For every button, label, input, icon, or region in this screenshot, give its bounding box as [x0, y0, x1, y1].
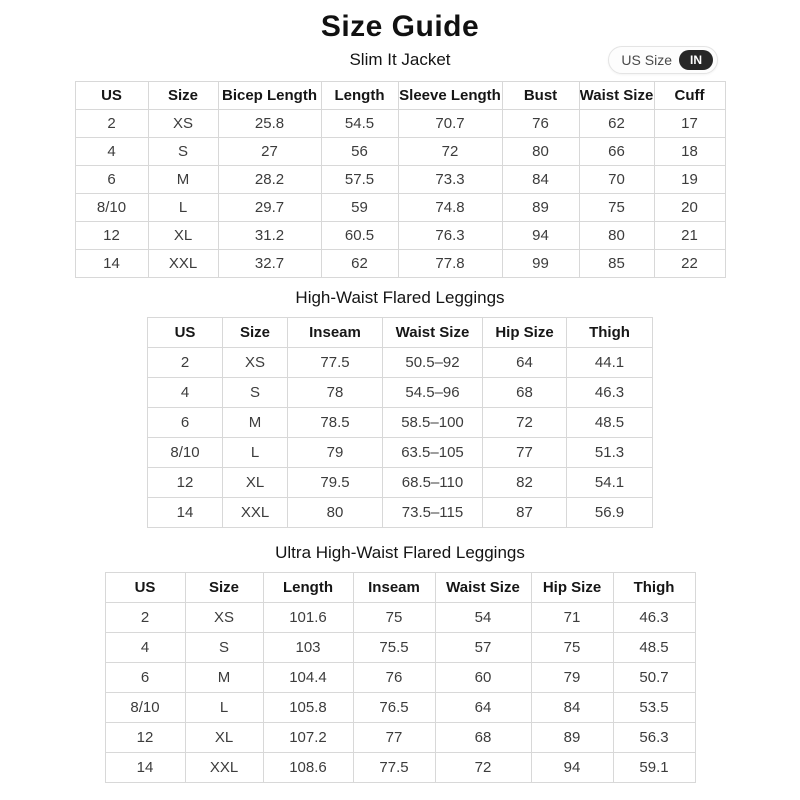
table-cell: 94: [502, 222, 579, 250]
table-cell: 76.3: [398, 222, 502, 250]
table-cell: 56: [321, 138, 398, 166]
table-cell: S: [148, 138, 218, 166]
table-row: [75, 138, 725, 166]
table-cell: 79: [288, 438, 383, 468]
section-title-high-waist-flared-leggings: High-Waist Flared Leggings: [295, 288, 505, 307]
table-cell: 101.6: [263, 603, 353, 633]
column-header: Hip Size: [483, 318, 567, 348]
table-cell: 19: [654, 166, 725, 194]
table-cell: 74.8: [398, 194, 502, 222]
header-row: [75, 82, 725, 110]
table-cell: 8/10: [75, 194, 148, 222]
table-cell: 68: [435, 723, 531, 753]
table-cell: XL: [185, 723, 263, 753]
table-cell: 4: [75, 138, 148, 166]
table-row: [105, 663, 695, 693]
table-cell: 6: [105, 663, 185, 693]
table-cell: 76.5: [353, 693, 435, 723]
table-cell: 103: [263, 633, 353, 663]
table-cell: 77: [483, 438, 567, 468]
table-cell: 82: [483, 468, 567, 498]
table-cell: 75: [579, 194, 654, 222]
column-header: Hip Size: [531, 573, 613, 603]
column-header: Size: [223, 318, 288, 348]
table-cell: S: [185, 633, 263, 663]
table-row: [75, 110, 725, 138]
table-cell: 87: [483, 498, 567, 528]
table-cell: XXL: [185, 753, 263, 783]
column-header: Sleeve Length: [398, 82, 502, 110]
table-cell: 59: [321, 194, 398, 222]
column-header: Inseam: [288, 318, 383, 348]
table-cell: 58.5–100: [383, 408, 483, 438]
table-cell: S: [223, 378, 288, 408]
table-cell: 14: [105, 753, 185, 783]
table-cell: 54.5–96: [383, 378, 483, 408]
table-cell: 89: [502, 194, 579, 222]
table-cell: 46.3: [613, 603, 695, 633]
table-cell: XS: [223, 348, 288, 378]
table-cell: 50.7: [613, 663, 695, 693]
size-table-slim-it-jacket: [75, 81, 726, 278]
table-cell: 104.4: [263, 663, 353, 693]
table-cell: 8/10: [148, 438, 223, 468]
table-cell: 77: [353, 723, 435, 753]
table-cell: L: [223, 438, 288, 468]
table-row: [148, 468, 653, 498]
table-cell: 77.5: [353, 753, 435, 783]
table-row: [105, 753, 695, 783]
table-cell: 70.7: [398, 110, 502, 138]
table-cell: 29.7: [218, 194, 321, 222]
table-cell: 20: [654, 194, 725, 222]
section-title-slim-it-jacket: Slim It Jacket: [349, 50, 451, 69]
table-cell: 62: [321, 250, 398, 278]
table-cell: 2: [105, 603, 185, 633]
table-cell: 80: [579, 222, 654, 250]
table-cell: 14: [75, 250, 148, 278]
column-header: Inseam: [353, 573, 435, 603]
table-cell: M: [223, 408, 288, 438]
table-cell: 84: [531, 693, 613, 723]
column-header: Waist Size: [435, 573, 531, 603]
table-cell: 76: [502, 110, 579, 138]
header-row: [105, 573, 695, 603]
table-cell: 75.5: [353, 633, 435, 663]
table-cell: 64: [483, 348, 567, 378]
size-table-high-waist-flared-leggings: [147, 317, 653, 528]
table-cell: 70: [579, 166, 654, 194]
table-cell: 22: [654, 250, 725, 278]
table-cell: 53.5: [613, 693, 695, 723]
table-cell: XS: [148, 110, 218, 138]
table-cell: 32.7: [218, 250, 321, 278]
table-cell: 72: [398, 138, 502, 166]
table-cell: 78: [288, 378, 383, 408]
table-cell: 54.1: [567, 468, 653, 498]
table-cell: 57.5: [321, 166, 398, 194]
table-cell: 73.5–115: [383, 498, 483, 528]
table-cell: 75: [531, 633, 613, 663]
column-header: Bicep Length: [218, 82, 321, 110]
table-cell: 14: [148, 498, 223, 528]
table-cell: 68.5–110: [383, 468, 483, 498]
table-row: [105, 693, 695, 723]
table-cell: L: [148, 194, 218, 222]
table-cell: XXL: [223, 498, 288, 528]
table-cell: 76: [353, 663, 435, 693]
table-cell: 12: [148, 468, 223, 498]
section-slim-it-jacket: [0, 50, 800, 278]
table-row: [148, 408, 653, 438]
table-cell: 12: [75, 222, 148, 250]
table-row: [105, 603, 695, 633]
column-header: Size: [185, 573, 263, 603]
column-header: US: [148, 318, 223, 348]
table-cell: 66: [579, 138, 654, 166]
table-cell: 31.2: [218, 222, 321, 250]
size-table-ultra-high-waist-flared-leggings: [105, 572, 696, 783]
table-cell: 80: [288, 498, 383, 528]
table-cell: 8/10: [105, 693, 185, 723]
column-header: Length: [321, 82, 398, 110]
table-cell: 108.6: [263, 753, 353, 783]
table-cell: 105.8: [263, 693, 353, 723]
table-row: [148, 438, 653, 468]
table-row: [148, 348, 653, 378]
table-cell: 57: [435, 633, 531, 663]
table-row: [105, 723, 695, 753]
table-cell: 46.3: [567, 378, 653, 408]
table-cell: XL: [223, 468, 288, 498]
column-header: Bust: [502, 82, 579, 110]
table-cell: 71: [531, 603, 613, 633]
table-cell: 48.5: [613, 633, 695, 663]
section-ultra-high-waist-flared-leggings: [0, 543, 800, 783]
page-title: Size Guide: [320, 10, 480, 43]
table-cell: 2: [75, 110, 148, 138]
column-header: US: [75, 82, 148, 110]
table-row: [75, 222, 725, 250]
table-cell: 54: [435, 603, 531, 633]
table-cell: 59.1: [613, 753, 695, 783]
column-header: Size: [148, 82, 218, 110]
table-cell: 84: [502, 166, 579, 194]
table-cell: 63.5–105: [383, 438, 483, 468]
table-cell: 56.9: [567, 498, 653, 528]
column-header: US: [105, 573, 185, 603]
table-cell: 27: [218, 138, 321, 166]
table-cell: 72: [435, 753, 531, 783]
table-cell: 17: [654, 110, 725, 138]
table-cell: 54.5: [321, 110, 398, 138]
table-cell: 64: [435, 693, 531, 723]
table-cell: 21: [654, 222, 725, 250]
table-cell: XL: [148, 222, 218, 250]
table-row: [148, 378, 653, 408]
section-title-ultra-high-waist-flared-leggings: Ultra High-Waist Flared Leggings: [275, 543, 525, 562]
table-cell: L: [185, 693, 263, 723]
table-cell: 62: [579, 110, 654, 138]
table-cell: 72: [483, 408, 567, 438]
table-cell: 68: [483, 378, 567, 408]
unit-toggle-label: US Size: [621, 52, 672, 69]
table-cell: 107.2: [263, 723, 353, 753]
table-cell: 44.1: [567, 348, 653, 378]
column-header: Thigh: [613, 573, 695, 603]
table-cell: 73.3: [398, 166, 502, 194]
table-cell: 28.2: [218, 166, 321, 194]
table-cell: 85: [579, 250, 654, 278]
table-cell: XS: [185, 603, 263, 633]
table-cell: 79.5: [288, 468, 383, 498]
table-cell: 60: [435, 663, 531, 693]
table-cell: 4: [148, 378, 223, 408]
table-cell: 48.5: [567, 408, 653, 438]
table-cell: 99: [502, 250, 579, 278]
section-high-waist-flared-leggings: [0, 288, 800, 528]
table-cell: 77.5: [288, 348, 383, 378]
table-cell: 75: [353, 603, 435, 633]
table-cell: 18: [654, 138, 725, 166]
table-row: [75, 194, 725, 222]
column-header: Cuff: [654, 82, 725, 110]
table-cell: XXL: [148, 250, 218, 278]
table-cell: 78.5: [288, 408, 383, 438]
table-cell: M: [148, 166, 218, 194]
table-cell: 94: [531, 753, 613, 783]
table-cell: 60.5: [321, 222, 398, 250]
header-row: [148, 318, 653, 348]
table-cell: 79: [531, 663, 613, 693]
table-cell: 50.5–92: [383, 348, 483, 378]
column-header: Thigh: [567, 318, 653, 348]
table-row: [148, 498, 653, 528]
table-cell: 51.3: [567, 438, 653, 468]
column-header: Length: [263, 573, 353, 603]
table-cell: 89: [531, 723, 613, 753]
table-cell: 77.8: [398, 250, 502, 278]
unit-in-pill[interactable]: IN: [679, 50, 713, 70]
column-header: Waist Size: [579, 82, 654, 110]
table-cell: 56.3: [613, 723, 695, 753]
table-cell: 12: [105, 723, 185, 753]
table-cell: 25.8: [218, 110, 321, 138]
table-cell: M: [185, 663, 263, 693]
table-cell: 6: [148, 408, 223, 438]
table-row: [105, 633, 695, 663]
table-row: [75, 166, 725, 194]
table-row: [75, 250, 725, 278]
table-cell: 80: [502, 138, 579, 166]
table-cell: 2: [148, 348, 223, 378]
table-cell: 4: [105, 633, 185, 663]
column-header: Waist Size: [383, 318, 483, 348]
table-cell: 6: [75, 166, 148, 194]
